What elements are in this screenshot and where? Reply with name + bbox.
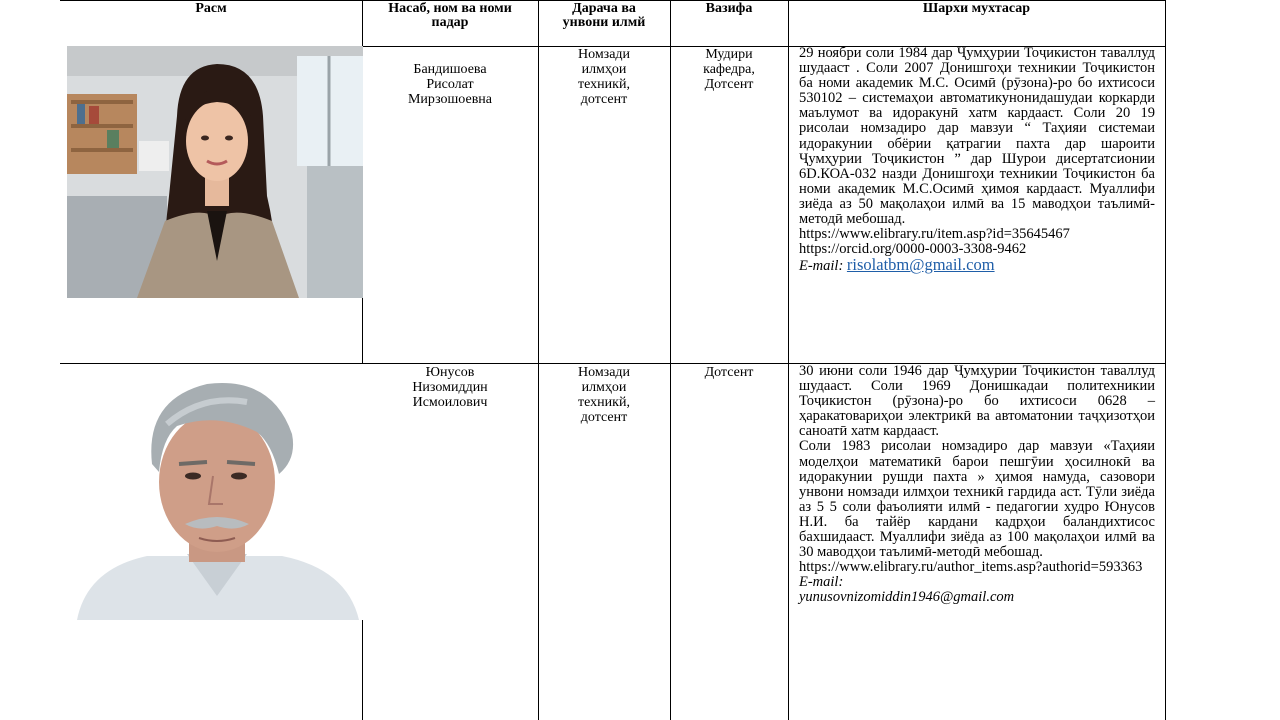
summary-row-1 [799,46,1155,274]
header-name: Насаб, ном ва номи падар [388,1,512,30]
orcid-link[interactable]: https://orcid.org/0000-0003-3308-9462 [799,241,1027,258]
degree-row-2 [548,365,660,425]
header-degree: Дарача ва унвони илмй [562,1,646,30]
email-line [799,257,1155,274]
name-line: Бандишоева [413,62,487,77]
degree-line: Номзади [577,47,631,62]
summary-text: Соли 1983 рисолаи номзадиро дар мавзуи «Таҳияи моделҳои математикӣ барои пешгӯии ҳосилнокӣ ва идоракунии рушди пахта » ҳимоя намуда, сазовори унвони номзади илмҳои техникӣ гардида аст. Тӯли зиёда аз 5 5 соли фаъолияти илмӣ - педагогии худро Юнусов Н.И. ба тайёр кардани кадрҳои баландихтисос бахшидааст. Муаллифи зиёда аз 100 мақолаҳои илмӣ ва 30 маводҳои таълимӣ-методӣ мебошад. [799,438,1155,561]
email-line [799,575,1155,605]
email-link[interactable]: risolatbm@gmail.com [846,255,995,275]
name-row-1 [378,62,522,107]
position-line: Дотсент [704,365,754,380]
summary-text: 29 ноябри соли 1984 дар Ҷумҳурии Тоҷикистон таваллуд шудааст . Соли 2007 Донишгоҳи техникии Тоҷикистон ба номи академик М.С. Осимӣ (рӯзона)-ро бо ихтисоси 530102 – системаҳои автоматикунонидашудаи коркарди маълумот ва идоракунӣ хатм кардааст. Соли 20 19 рисолаи номзадиро дар мавзуи “ Таҳияи системаи идоракунии обёрии қатрагии пахта дар шароити Ҷумҳурии Тоҷикистон ” дар Шурои дисертатсионии 6D.КОА-032 назди Донишгоҳи техникии Тоҷикистон ба номи академик М.С.Осимӣ ҳимоя кардааст. Муаллифи зиёда аз 50 мақолаҳои илмӣ ва 15 маводҳои таълимӣ-методӣ мебошад. [799,45,1155,228]
header-summary: Шархи мухтасар [922,1,1031,16]
degree-line: Номзади [577,365,631,380]
summary-text: 30 июни соли 1946 дар Ҷумҳурии Тоҷикистон таваллуд шудааст. Соли 1969 Донишкадаи политехникии Тоҷикистон (рӯзона)-ро бо ихтисоси 0628 – ҳаракатовариҳои электрикӣ ва автоматонии таҷҳизотҳои саноатӣ хатм кардааст. [799,363,1155,440]
name-line: Мирзошоевна [407,92,493,107]
elibrary-link[interactable]: https://www.elibrary.ru/item.asp?id=35645467 [799,226,1070,243]
degree-line: илмҳои [581,380,627,395]
email-text[interactable]: yunusovnizomiddin1946@gmail.com [799,589,1015,606]
position-row-1 [670,47,788,92]
degree-line: илмҳои [581,62,627,77]
position-line: кафедра, [703,62,755,77]
name-row-2 [378,365,522,410]
degree-line: техникй, [578,77,630,92]
degree-line: дотсент [580,92,628,107]
header-photo: Расм [195,1,227,16]
name-line: Низомиддин [412,380,488,395]
name-line: Исмоилович [412,395,488,410]
photo-bandishoeva [67,46,363,298]
degree-row-1 [548,47,660,107]
summary-row-2 [799,364,1155,606]
photo-yunusov [67,364,363,620]
name-line: Рисолат [426,77,474,92]
header-position: Вазифа [705,1,753,16]
degree-line: техникй, [578,395,630,410]
degree-line: дотсент [580,410,628,425]
elibrary-link[interactable]: https://www.elibrary.ru/author_items.asp?authorid=593363 [799,559,1143,576]
email-label: E-mail: [799,258,844,275]
position-line: Мудири [705,47,753,62]
position-line: Дотсент [704,77,754,92]
email-label: E-mail: [799,574,844,591]
position-row-2 [670,365,788,380]
name-line: Юнусов [425,365,475,380]
